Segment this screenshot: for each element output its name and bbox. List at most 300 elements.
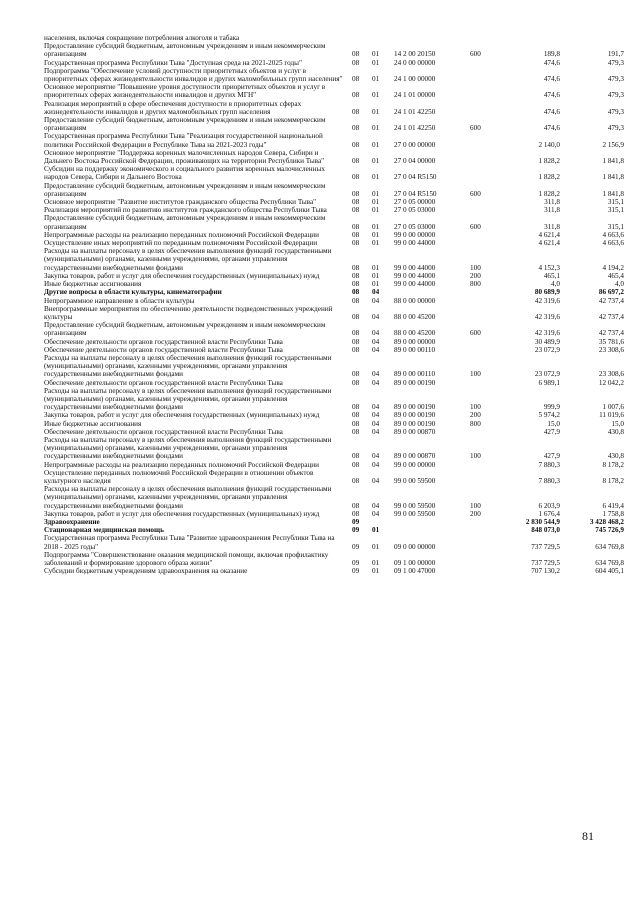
row-target-article: 24 1 00 00000 bbox=[394, 75, 436, 84]
row-amount-year1: 427,9 bbox=[543, 427, 560, 436]
row-target-article: 99 0 00 44000 bbox=[394, 239, 436, 248]
table-row bbox=[44, 182, 624, 198]
row-amount-year1: 737 729,5 bbox=[531, 542, 560, 551]
row-amount-year1: 311,8 bbox=[544, 206, 560, 215]
row-amount-year2: 191,7 bbox=[607, 50, 624, 59]
row-amount-year2: 315,1 bbox=[607, 222, 624, 231]
row-name: Основное мероприятие "Поддержка коренных малочисленных народов Севера, Сибири и Дальнего Востока Российской Федерации, проживающих на территории Республики Тыва" bbox=[44, 148, 325, 166]
row-subsection bbox=[372, 518, 394, 526]
row-section: 08 bbox=[352, 452, 360, 461]
row-expense-type bbox=[470, 469, 504, 485]
row-expense-type: 600 bbox=[470, 329, 481, 338]
budget-document bbox=[44, 34, 624, 576]
row-amount-year1: 6 203,9 bbox=[538, 501, 560, 510]
row-name: Закупка товаров, работ и услуг для обеспечения государственных (муниципальных) нужд bbox=[44, 411, 320, 420]
row-section: 08 bbox=[352, 345, 360, 354]
row-amount-year2: 23 308,6 bbox=[598, 345, 624, 354]
row-name: Другие вопросы в области культуры, кинематографии bbox=[44, 288, 222, 297]
row-amount-year1: 1 828,2 bbox=[538, 173, 560, 182]
row-name: Расходы на выплаты персоналу в целях обеспечения выполнения функций государственными (муниципальными) органами, казенными учреждениями, органами управления государственными внебюджетными фондами bbox=[44, 247, 332, 272]
row-amount-year2: 479,3 bbox=[607, 91, 624, 100]
row-amount-year1: 42 319,6 bbox=[534, 312, 560, 321]
row-name: Обеспечение деятельности органов государственной власти Республики Тыва bbox=[44, 345, 283, 354]
row-section: 08 bbox=[352, 230, 360, 239]
table-row bbox=[44, 132, 624, 148]
row-subsection: 01 bbox=[372, 50, 380, 59]
row-name: Расходы на выплаты персоналу в целях обеспечения выполнения функций государственными (муниципальными) органами, казенными учреждениями, органами управления государственными внебюджетными фондами bbox=[44, 386, 332, 412]
row-name: Предоставление субсидий бюджетным, автономным учреждениям и иным некоммерческим организациям bbox=[44, 42, 326, 59]
row-amount-year1: 42 319,6 bbox=[534, 329, 560, 338]
row-name: Расходы на выплаты персоналу в целях обеспечения выполнения функций государственными (муниципальными) органами, казенными учреждениями, органами управления государственными внебюджетными фондами bbox=[44, 485, 332, 510]
row-section: 08 bbox=[352, 509, 360, 518]
row-amount-year2: 23 308,6 bbox=[598, 370, 624, 379]
table-row bbox=[44, 280, 624, 288]
row-expense-type bbox=[470, 534, 504, 550]
row-amount-year1: 2 140,0 bbox=[538, 140, 560, 149]
row-amount-year2: 745 726,9 bbox=[595, 526, 624, 535]
row-amount-year2: 35 781,6 bbox=[598, 337, 624, 346]
row-expense-type: 800 bbox=[470, 280, 481, 289]
row-amount-year2: 479,3 bbox=[607, 124, 624, 133]
row-amount-year2: 1 841,8 bbox=[602, 157, 624, 166]
row-expense-type bbox=[470, 165, 504, 181]
row-amount-year2: 86 697,2 bbox=[598, 288, 624, 297]
row-section: 08 bbox=[352, 288, 360, 297]
row-target-article: 24 0 00 00000 bbox=[394, 58, 436, 67]
row-section: 08 bbox=[352, 329, 360, 338]
table-row bbox=[44, 165, 624, 181]
table-row bbox=[44, 469, 624, 485]
table-row bbox=[44, 551, 624, 567]
row-section: 08 bbox=[352, 263, 360, 272]
row-expense-type bbox=[470, 379, 504, 387]
row-amount-year1: 1 828,2 bbox=[538, 157, 560, 166]
table-row bbox=[44, 379, 624, 387]
table-row bbox=[44, 387, 624, 412]
row-section: 09 bbox=[352, 559, 360, 567]
row-subsection: 01 bbox=[372, 559, 380, 567]
row-section: 08 bbox=[352, 157, 360, 166]
row-subsection: 04 bbox=[372, 378, 380, 387]
row-section: 09 bbox=[352, 526, 360, 535]
row-section: 08 bbox=[352, 378, 360, 387]
row-section: 08 bbox=[352, 337, 360, 346]
row-expense-type bbox=[470, 305, 504, 321]
row-section: 08 bbox=[352, 312, 360, 321]
row-target-article: 89 0 00 00190 bbox=[394, 403, 436, 412]
row-subsection: 01 bbox=[372, 222, 380, 231]
row-amount-year1: 311,8 bbox=[544, 198, 560, 207]
row-target-article: 99 0 00 44000 bbox=[394, 280, 436, 289]
row-target-article: 24 1 01 00000 bbox=[394, 91, 436, 100]
row-subsection: 01 bbox=[372, 263, 380, 272]
row-subsection: 04 bbox=[372, 476, 380, 485]
row-amount-year1: 737 729,5 bbox=[531, 559, 560, 567]
row-expense-type: 200 bbox=[470, 271, 481, 280]
row-amount-year1: 6 989,1 bbox=[538, 378, 560, 387]
row-section bbox=[352, 34, 372, 42]
table-row bbox=[44, 288, 624, 296]
row-amount-year2: 4 194,2 bbox=[602, 263, 624, 272]
row-subsection: 01 bbox=[372, 271, 380, 280]
row-expense-type: 100 bbox=[470, 370, 481, 379]
table-row bbox=[44, 59, 624, 67]
row-target-article: 89 0 00 00110 bbox=[394, 370, 436, 379]
table-row bbox=[44, 214, 624, 230]
row-amount-year1: 2 830 544,9 bbox=[525, 517, 560, 526]
row-amount-year2: 465,4 bbox=[607, 271, 624, 280]
row-target-article: 89 0 00 00870 bbox=[394, 427, 436, 436]
row-subsection: 01 bbox=[372, 124, 380, 133]
row-amount-year2: 634 769,8 bbox=[595, 542, 624, 551]
row-name: Предоставление субсидий бюджетным, автономным учреждениям и иным некоммерческим организациям bbox=[44, 181, 326, 198]
row-section: 08 bbox=[352, 75, 360, 84]
row-expense-type bbox=[470, 83, 504, 99]
row-amount-year2: 4 663,6 bbox=[602, 239, 624, 248]
row-section: 08 bbox=[352, 206, 360, 215]
row-expense-type bbox=[470, 428, 504, 436]
row-subsection: 01 bbox=[372, 140, 380, 149]
row-expense-type: 200 bbox=[470, 509, 481, 518]
row-name: Иные бюджетные ассигнования bbox=[44, 280, 142, 289]
row-amount-year2: 315,1 bbox=[607, 206, 624, 215]
row-target-article: 88 0 00 45200 bbox=[394, 312, 436, 321]
row-target-article: 88 0 00 45200 bbox=[394, 329, 436, 338]
row-target-article: 27 0 05 03000 bbox=[394, 206, 436, 215]
row-subsection: 01 bbox=[372, 526, 380, 535]
row-amount-year2: 1 841,8 bbox=[602, 189, 624, 198]
row-section: 08 bbox=[352, 50, 360, 59]
row-target-article: 27 0 05 00000 bbox=[394, 198, 436, 207]
table-row bbox=[44, 321, 624, 337]
row-expense-type bbox=[470, 231, 504, 239]
row-target-article: 88 0 00 00000 bbox=[394, 296, 436, 305]
row-section: 08 bbox=[352, 427, 360, 436]
row-subsection: 04 bbox=[372, 460, 380, 469]
table-row bbox=[44, 510, 624, 518]
row-amount-year2: 479,3 bbox=[607, 107, 624, 116]
row-subsection: 01 bbox=[372, 75, 380, 84]
row-subsection: 04 bbox=[372, 337, 380, 346]
row-name: Обеспечение деятельности органов государственной власти Республики Тыва bbox=[44, 337, 283, 346]
row-expense-type bbox=[470, 526, 504, 534]
row-amount-year2: 479,3 bbox=[607, 58, 624, 67]
row-target-article: 27 0 00 00000 bbox=[394, 140, 436, 149]
row-expense-type: 100 bbox=[470, 263, 481, 272]
row-amount-year2: 42 737,4 bbox=[598, 296, 624, 305]
row-subsection: 01 bbox=[372, 230, 380, 239]
row-amount-year1: 474,6 bbox=[543, 91, 560, 100]
row-name: Государственная программа Республики Тыва "Развитие здравоохранения Республики Тыва на 2018 - 2025 годы" bbox=[44, 534, 335, 551]
row-name: Непрограммные расходы на реализацию переданных полномочий Российской Федерации bbox=[44, 460, 319, 469]
row-name: Стационарная медицинская помощь bbox=[44, 526, 164, 535]
row-amount-year1: 474,6 bbox=[543, 75, 560, 84]
row-section: 08 bbox=[352, 173, 360, 182]
row-expense-type: 800 bbox=[470, 419, 481, 428]
row-target-article: 99 0 00 44000 bbox=[394, 271, 436, 280]
row-target-article: 99 0 00 59500 bbox=[394, 501, 436, 510]
row-amount-year1: 707 130,2 bbox=[531, 567, 560, 576]
row-target-article: 89 0 00 00870 bbox=[394, 452, 436, 461]
row-amount-year2: 15,0 bbox=[611, 419, 624, 428]
row-target-article: 27 0 04 R5150 bbox=[394, 189, 437, 198]
row-amount-year2: 11 019,6 bbox=[599, 411, 624, 420]
row-name: Закупка товаров, работ и услуг для обеспечения государственных (муниципальных) нужд bbox=[44, 509, 320, 518]
row-name: Непрограммное направление в области культуры bbox=[44, 296, 195, 305]
budget-table-body bbox=[44, 34, 624, 575]
table-row bbox=[44, 206, 624, 214]
table-row bbox=[44, 231, 624, 239]
row-name: Субсидии на поддержку экономического и социального развития коренных малочисленных народов Севера, Сибири и Дальнего Востока bbox=[44, 165, 325, 182]
row-name: населения, включая сокращение потребления алкоголя и табака bbox=[44, 34, 240, 42]
row-amount-year1: 4,0 bbox=[551, 280, 560, 289]
row-expense-type bbox=[470, 567, 504, 575]
table-row bbox=[44, 461, 624, 469]
row-amount-year1: 474,6 bbox=[543, 58, 560, 67]
row-subsection: 04 bbox=[372, 403, 380, 412]
row-amount-year1: 80 689,9 bbox=[534, 288, 560, 297]
row-subsection: 04 bbox=[372, 370, 380, 379]
row-subsection: 04 bbox=[372, 296, 380, 305]
row-subsection: 04 bbox=[372, 509, 380, 518]
row-section: 08 bbox=[352, 189, 360, 198]
row-target-article: 99 0 00 00000 bbox=[394, 230, 436, 239]
row-name: Обеспечение деятельности органов государственной власти Республики Тыва bbox=[44, 378, 283, 387]
row-expense-type bbox=[470, 149, 504, 165]
table-row bbox=[44, 149, 624, 165]
row-amount-year1: 23 072,9 bbox=[534, 370, 560, 379]
row-expense-type bbox=[470, 198, 504, 206]
row-amount-year2: 1 758,8 bbox=[602, 509, 624, 518]
row-section: 08 bbox=[352, 403, 360, 412]
page-number: 81 bbox=[582, 829, 594, 843]
row-amount-year2: 3 428 468,2 bbox=[589, 517, 624, 526]
row-subsection: 04 bbox=[372, 411, 380, 420]
row-section: 08 bbox=[352, 271, 360, 280]
table-row bbox=[44, 100, 624, 116]
row-target-article: 14 2 00 20150 bbox=[394, 50, 436, 59]
table-row bbox=[44, 42, 624, 58]
row-section: 08 bbox=[352, 460, 360, 469]
row-expense-type bbox=[470, 206, 504, 214]
budget-table bbox=[44, 34, 624, 575]
row-name: Предоставление субсидий бюджетным, автономным учреждениям и иным некоммерческим организациям bbox=[44, 321, 326, 338]
row-name: Государственная программа Республики Тыва "Реализация государственной национальной политики Российской Федерации в Республике Тыва на 2021-2023 годы" bbox=[44, 132, 323, 149]
row-amount-year1: 427,9 bbox=[543, 452, 560, 461]
row-name: Осуществление переданных полномочий Российской Федерации в отношении объектов культурного наследия bbox=[44, 468, 314, 485]
row-expense-type bbox=[470, 518, 504, 526]
row-amount-year1: 1 828,2 bbox=[538, 189, 560, 198]
table-row bbox=[44, 534, 624, 550]
row-target-article: 24 1 01 42250 bbox=[394, 124, 436, 133]
row-name: Предоставление субсидий бюджетным, автономным учреждениям и иным некоммерческим организациям bbox=[44, 214, 326, 231]
row-subsection: 01 bbox=[372, 91, 380, 100]
table-row bbox=[44, 526, 624, 534]
row-section: 08 bbox=[352, 370, 360, 379]
row-section: 08 bbox=[352, 107, 360, 116]
row-expense-type: 600 bbox=[470, 189, 481, 198]
row-section: 08 bbox=[352, 296, 360, 305]
row-target-article bbox=[394, 34, 470, 42]
row-amount-year1: 999,9 bbox=[543, 403, 560, 412]
row-name: Государственная программа Республики Тыва "Доступная среда на 2021-2025 годы" bbox=[44, 58, 302, 67]
row-name: Основное мероприятие "Повышение уровня доступности приоритетных объектов и услуг в приоритетных сферах жизнедеятельности инвалидов и других МГН" bbox=[44, 83, 326, 100]
row-target-article: 09 0 00 00000 bbox=[394, 542, 436, 551]
row-name: Непрограммные расходы на реализацию переданных полномочий Российской Федерации bbox=[44, 230, 319, 239]
row-expense-type bbox=[470, 551, 504, 567]
row-expense-type: 100 bbox=[470, 452, 481, 461]
table-row bbox=[44, 346, 624, 354]
row-target-article: 99 0 00 59500 bbox=[394, 509, 436, 518]
row-amount-year1: 189,8 bbox=[543, 50, 560, 59]
table-row bbox=[44, 116, 624, 132]
row-expense-type: 600 bbox=[470, 222, 481, 231]
row-section: 08 bbox=[352, 140, 360, 149]
row-expense-type bbox=[470, 288, 504, 296]
row-section: 09 bbox=[352, 542, 360, 551]
table-row bbox=[44, 272, 624, 280]
row-name: Расходы на выплаты персоналу в целях обеспечения выполнения функций государственными (муниципальными) органами, казенными учреждениями, органами управления государственными внебюджетными фондами bbox=[44, 353, 332, 379]
row-target-article: 27 0 04 00000 bbox=[394, 157, 436, 166]
row-name: Субсидии бюджетным учреждениям здравоохранения на оказание bbox=[44, 567, 248, 576]
row-amount-year1: 848 073,0 bbox=[531, 526, 560, 535]
row-subsection: 01 bbox=[372, 107, 380, 116]
row-subsection: 01 bbox=[372, 280, 380, 289]
row-name: Здравоохранение bbox=[44, 517, 100, 526]
row-section: 08 bbox=[352, 222, 360, 231]
row-section: 08 bbox=[352, 124, 360, 133]
row-amount-year2: 42 737,4 bbox=[598, 312, 624, 321]
row-subsection: 01 bbox=[372, 173, 380, 182]
row-amount-year1: 15,0 bbox=[547, 419, 560, 428]
row-target-article bbox=[394, 518, 470, 526]
table-row bbox=[44, 198, 624, 206]
row-name: Закупка товаров, работ и услуг для обеспечения государственных (муниципальных) нужд bbox=[44, 271, 320, 280]
row-amount-year1: 4 152,3 bbox=[538, 263, 560, 272]
row-section: 08 bbox=[352, 419, 360, 428]
row-expense-type bbox=[470, 34, 504, 42]
row-amount-year1: 474,6 bbox=[543, 124, 560, 133]
table-row bbox=[44, 67, 624, 83]
row-name: Основное мероприятие "Развитие институтов гражданского общества Республики Тыва" bbox=[44, 198, 317, 207]
row-amount-year1: 5 974,2 bbox=[538, 411, 560, 420]
row-target-article: 89 0 00 00000 bbox=[394, 337, 436, 346]
row-subsection: 01 bbox=[372, 58, 380, 67]
row-section: 09 bbox=[352, 567, 360, 576]
row-target-article: 27 0 04 R5150 bbox=[394, 173, 437, 182]
row-amount-year1: 1 676,4 bbox=[538, 509, 560, 518]
row-amount-year1: 474,6 bbox=[543, 107, 560, 116]
table-row bbox=[44, 34, 624, 42]
row-amount-year2: 4 663,6 bbox=[602, 230, 624, 239]
row-target-article: 09 1 00 00000 bbox=[394, 559, 436, 567]
row-expense-type bbox=[470, 239, 504, 247]
row-section: 08 bbox=[352, 91, 360, 100]
table-row bbox=[44, 239, 624, 247]
row-amount-year1: 465,1 bbox=[543, 271, 560, 280]
table-row bbox=[44, 420, 624, 428]
row-subsection: 04 bbox=[372, 288, 380, 297]
row-amount-year1: 30 489,9 bbox=[534, 337, 560, 346]
row-subsection: 04 bbox=[372, 419, 380, 428]
row-subsection: 04 bbox=[372, 329, 380, 338]
row-subsection: 04 bbox=[372, 452, 380, 461]
row-amount-year2: 430,8 bbox=[607, 427, 624, 436]
table-row bbox=[44, 247, 624, 272]
row-name: Реализация мероприятий в сфере обеспечения доступности в приоритетных сферах жизнедеятельности инвалидов и других маломобильных групп населения bbox=[44, 99, 302, 116]
row-amount-year1: 311,8 bbox=[544, 222, 560, 231]
row-expense-type: 100 bbox=[470, 501, 481, 510]
row-subsection bbox=[372, 34, 394, 42]
row-target-article: 89 0 00 00190 bbox=[394, 419, 436, 428]
row-amount-year2: 315,1 bbox=[607, 198, 624, 207]
row-target-article: 89 0 00 00110 bbox=[394, 345, 436, 354]
row-expense-type: 600 bbox=[470, 124, 481, 133]
row-section: 08 bbox=[352, 476, 360, 485]
row-amount-year1 bbox=[504, 34, 560, 42]
row-amount-year2: 8 178,2 bbox=[602, 476, 624, 485]
row-amount-year2: 634 769,8 bbox=[595, 559, 624, 567]
row-name: Обеспечение деятельности органов государственной власти Республики Тыва bbox=[44, 427, 283, 436]
row-amount-year2: 2 156,9 bbox=[602, 140, 624, 149]
row-amount-year2: 1 841,8 bbox=[602, 173, 624, 182]
row-target-article: 89 0 00 00190 bbox=[394, 411, 436, 420]
row-name: Предоставление субсидий бюджетным, автономным учреждениям и иным некоммерческим организациям bbox=[44, 116, 326, 133]
table-row bbox=[44, 518, 624, 526]
row-target-article: 99 0 00 44000 bbox=[394, 263, 436, 272]
row-name: Реализация мероприятий по развитию институтов гражданского общества Республики Тыва bbox=[44, 206, 327, 215]
row-target-article: 09 1 00 47000 bbox=[394, 567, 436, 576]
table-row bbox=[44, 436, 624, 461]
row-name: Иные бюджетные ассигнования bbox=[44, 419, 142, 428]
row-section: 08 bbox=[352, 198, 360, 207]
row-target-article: 89 0 00 00190 bbox=[394, 378, 436, 387]
row-subsection: 01 bbox=[372, 206, 380, 215]
table-row bbox=[44, 338, 624, 346]
row-target-article: 24 1 01 42250 bbox=[394, 107, 436, 116]
row-target-article bbox=[394, 288, 470, 296]
row-subsection: 01 bbox=[372, 198, 380, 207]
row-amount-year1: 42 319,6 bbox=[534, 296, 560, 305]
row-section: 08 bbox=[352, 280, 360, 289]
row-amount-year1: 23 072,9 bbox=[534, 345, 560, 354]
row-expense-type bbox=[470, 67, 504, 83]
row-amount-year1: 7 880,3 bbox=[538, 476, 560, 485]
row-name: Осуществление иных мероприятий по переданным полномочиям Российской Федерации bbox=[44, 239, 318, 248]
row-amount-year2: 12 042,2 bbox=[598, 378, 624, 387]
row-name: Внепрограммные мероприятия по обеспечению деятельности подведомственных учреждений культуры bbox=[44, 304, 333, 321]
table-row bbox=[44, 83, 624, 99]
row-section: 08 bbox=[352, 411, 360, 420]
row-section: 09 bbox=[352, 517, 360, 526]
row-subsection: 04 bbox=[372, 345, 380, 354]
row-expense-type: 200 bbox=[470, 411, 481, 420]
row-amount-year2: 6 419,4 bbox=[602, 501, 624, 510]
row-expense-type bbox=[470, 346, 504, 354]
row-expense-type bbox=[470, 132, 504, 148]
row-target-article: 99 0 00 00000 bbox=[394, 460, 436, 469]
row-expense-type bbox=[470, 338, 504, 346]
table-row bbox=[44, 305, 624, 321]
row-amount-year1: 4 621,4 bbox=[538, 230, 560, 239]
row-amount-year2: 430,8 bbox=[607, 452, 624, 461]
row-amount-year1: 7 880,3 bbox=[538, 460, 560, 469]
row-section: 08 bbox=[352, 239, 360, 248]
table-row bbox=[44, 567, 624, 575]
table-row bbox=[44, 411, 624, 419]
row-amount-year2: 42 737,4 bbox=[598, 329, 624, 338]
row-subsection: 01 bbox=[372, 157, 380, 166]
